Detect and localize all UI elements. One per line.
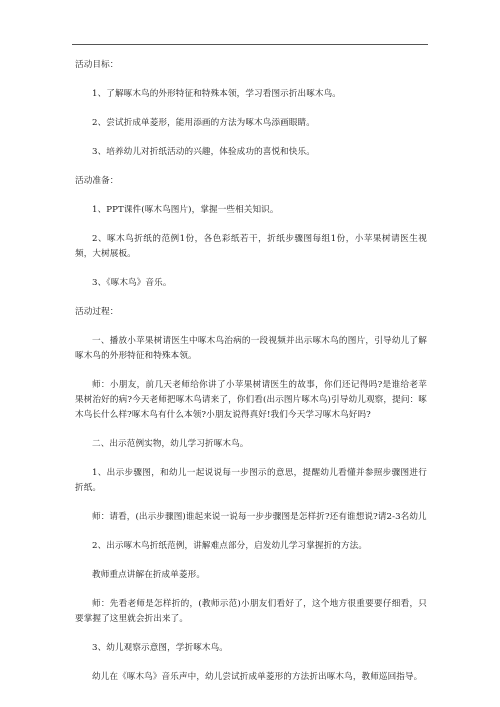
preparation-item: 1、PPT课件(啄木鸟图片)，掌握一些相关知识。 bbox=[92, 205, 279, 215]
process-paragraph: 一、播放小苹果树请医生中啄木鸟治病的一段视频并出示啄木鸟的图片，引导幼儿了解啄木鸟的外形特征和特殊本领。 bbox=[75, 336, 427, 361]
objective-item: 1、了解啄木鸟的外形特征和特殊本领，学习看图示折出啄木鸟。 bbox=[92, 89, 341, 99]
process-paragraph: 幼儿在《啄木鸟》音乐声中，幼儿尝试折成单菱形的方法折出啄木鸟，教师巡回指导。 bbox=[92, 672, 423, 682]
process-paragraph: 3、幼儿观察示意图，学折啄木鸟。 bbox=[92, 643, 228, 653]
objective-item: 2、尝试折成单菱形，能用添画的方法为啄木鸟添画眼睛。 bbox=[92, 118, 315, 128]
process-paragraph: 二、出示范例实物，幼儿学习折啄木鸟。 bbox=[92, 439, 249, 449]
process-paragraph: 师：请看，(出示步骤图)谁起来说一说每一步步骤图是怎样折?还有谁想说?请2-3名幼儿 bbox=[92, 512, 427, 522]
section-heading-objectives: 活动目标： bbox=[75, 60, 119, 70]
section-heading-preparation: 活动准备： bbox=[75, 176, 119, 186]
preparation-item: 3、《啄木鸟》音乐。 bbox=[92, 278, 172, 288]
process-paragraph: 2、出示啄木鸟折纸范例，讲解难点部分，启发幼儿学习掌握折的方法。 bbox=[92, 541, 368, 551]
document-body bbox=[75, 58, 427, 699]
section-heading-process: 活动过程： bbox=[75, 307, 119, 317]
process-paragraph: 教师重点讲解在折成单菱形。 bbox=[92, 570, 206, 580]
process-paragraph: 师：小朋友，前几天老师给你讲了小苹果树请医生的故事，你们还记得吗?是谁给老苹果树治好的病?今天老师把啄木鸟请来了，你们看(出示图片啄木鸟)引导幼儿观察，提问：啄木鸟长什么样?啄木鸟有什么本领?小朋友说得真好!我们今天学习啄木鸟好吗? bbox=[75, 380, 427, 420]
preparation-item: 2、啄木鸟折纸的范例1份，各色彩纸若干，折纸步骤图每组1份，小苹果树请医生视频，大树展板。 bbox=[75, 234, 427, 259]
objective-item: 3、培养幼儿对折纸活动的兴趣，体验成功的喜悦和快乐。 bbox=[92, 147, 315, 157]
header-rule bbox=[72, 44, 428, 45]
process-paragraph: 师：先看老师是怎样折的，(教师示范)小朋友们看好了，这个地方很重要要仔细看，只要掌握了这里就会折出来了。 bbox=[75, 599, 427, 624]
process-paragraph: 1、出示步骤图，和幼儿一起说说每一步图示的意思，提醒幼儿看懂并参照步骤图进行折纸。 bbox=[75, 468, 427, 493]
